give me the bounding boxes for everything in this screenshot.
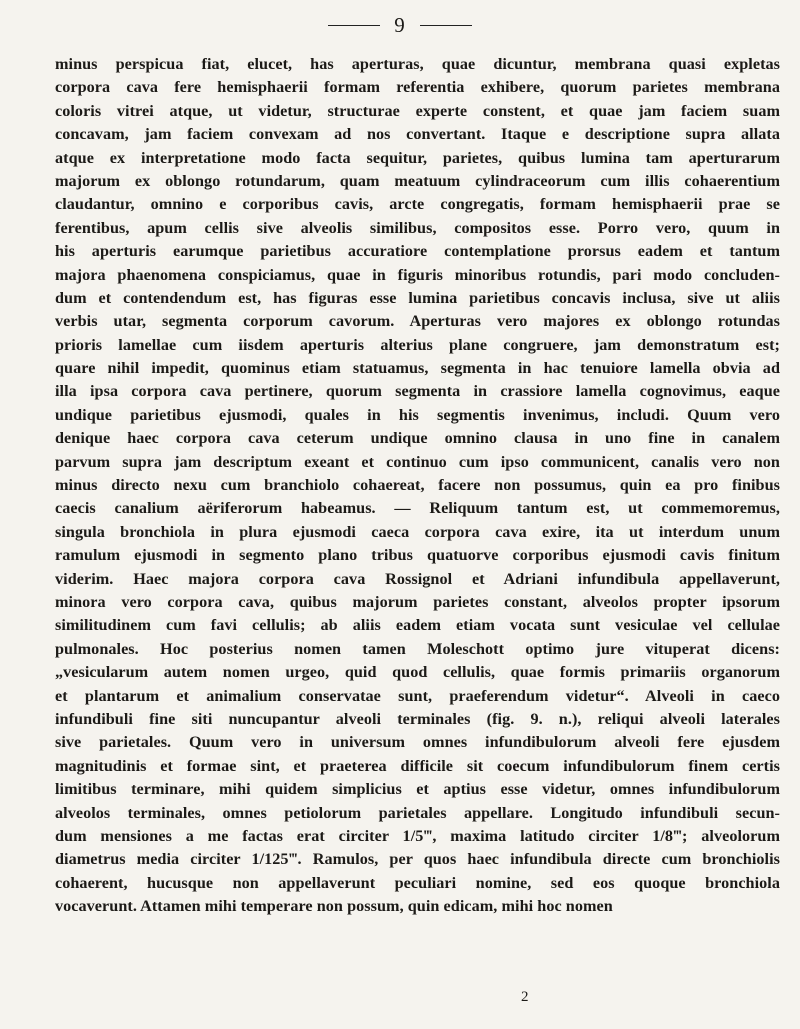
page-number: 9 bbox=[394, 12, 406, 37]
text-line: majora phaenomena conspiciamus, quae in figuris minoribus rotundis, pari modo concluden- bbox=[55, 265, 780, 284]
text-line: minus perspicua fiat, elucet, has aperturas, quae dicuntur, membrana quasi expletas bbox=[55, 55, 780, 73]
signature-mark: 2 bbox=[521, 989, 529, 1005]
text-line: viderim. Haec majora corpora cava Rossignol et Adriani infundibula appellaverunt, bbox=[55, 569, 780, 588]
text-line: similitudinem cum favi cellulis; ab aliis eadem etiam vocata sunt vesiculae vel cellulae bbox=[55, 616, 780, 635]
text-line: alveolos terminales, omnes petiolorum parietales appellare. Longitudo infundibuli secun- bbox=[55, 803, 780, 822]
text-line: quare nihil impedit, quominus etiam statuamus, segmenta in hac tenuiore lamella obvia ad bbox=[55, 359, 780, 378]
text-line: minora vero corpora cava, quibus majorum parietes constant, alveolos propter ipsorum bbox=[55, 592, 780, 611]
text-line: concavam, jam faciem convexam ad nos convertant. Itaque e descriptione supra allata bbox=[55, 125, 780, 144]
text-line: verbis utar, segmenta corporum cavorum. Aperturas vero majores ex oblongo rotundas bbox=[55, 312, 780, 331]
text-line: dum mensiones a me factas erat circiter 1/5‴, maxima latitudo circiter 1/8‴; alveolorum bbox=[55, 826, 780, 845]
text-line: „vesicularum autem nomen urgeo, quid quod cellulis, quae formis primariis organorum bbox=[55, 663, 780, 682]
text-line: prioris lamellae cum iisdem aperturis alterius plane congruere, jam demonstratum est; bbox=[55, 335, 780, 354]
text-line: caecis canalium aëriferorum habeamus. — Reliquum tantum est, ut commemoremus, bbox=[55, 499, 780, 518]
text-line: undique parietibus ejusmodi, quales in his segmentis invenimus, includi. Quum vero bbox=[55, 405, 780, 424]
text-line: diametrus media circiter 1/125‴. Ramulos, per quos haec infundibula directe cum bronchiolis bbox=[55, 850, 780, 869]
text-line: atque ex interpretatione modo facta sequitur, parietes, quibus lumina tam aperturarum bbox=[55, 148, 780, 167]
text-line: magnitudinis et formae sint, et praeterea difficile sit coecum infundibulorum finem certis bbox=[55, 756, 780, 775]
text-line: vocaverunt. Attamen mihi temperare non possum, quin edicam, mihi hoc nomen bbox=[55, 897, 613, 916]
body-text bbox=[55, 53, 780, 918]
text-line: dum et contendendum est, has figuras esse lumina parietibus concavis inclusa, sive ut aliis bbox=[55, 288, 780, 307]
header-rule-right bbox=[420, 25, 472, 26]
text-line: infundibuli fine siti nuncupantur alveoli terminales (fig. 9. n.), reliqui alveoli laterales bbox=[55, 709, 780, 728]
text-line: et plantarum et animalium conservatae sunt, praeferendum videtur“. Alveoli in caeco bbox=[55, 686, 780, 705]
text-line: majorum ex oblongo rotundarum, quam meatuum cylindraceorum cum illis cohaerentium bbox=[55, 171, 780, 190]
text-line: singula bronchiola in plura ejusmodi caeca corpora cava exire, ita ut interdum unum bbox=[55, 522, 780, 541]
text-line: sive parietales. Quum vero in universum omnes infundibulorum alveoli fere ejusdem bbox=[55, 733, 780, 752]
text-line: his aperturis earumque parietibus accuratiore contemplatione prorsus eadem et tantum bbox=[55, 242, 780, 261]
header-rule-left bbox=[328, 25, 380, 26]
text-line: denique haec corpora cava ceterum undique omnino clausa in uno fine in canalem bbox=[55, 429, 780, 448]
text-line: corpora cava fere hemisphaerii formam referentia exhibere, quorum parietes membrana bbox=[55, 78, 780, 97]
text-line: limitibus terminare, mihi quidem simplicius et aptius esse videtur, omnes infundibulorum bbox=[55, 780, 780, 799]
text-line: parvum supra jam descriptum exeant et continuo cum ipso communicent, canalis vero non bbox=[55, 452, 780, 471]
text-line: claudantur, omnino e corporibus cavis, arcte congregatis, formam hemisphaerii prae se bbox=[55, 195, 780, 214]
text-line: pulmonales. Hoc posterius nomen tamen Moleschott optimo jure vituperat dicens: bbox=[55, 639, 780, 658]
page-header bbox=[0, 10, 800, 40]
text-line: ferentibus, apum cellis sive alveolis similibus, compositos esse. Porro vero, quum in bbox=[55, 218, 780, 237]
text-line: illa ipsa corpora cava pertinere, quorum segmenta in crassiore lamella cognovimus, eaque bbox=[55, 382, 780, 401]
text-line: coloris vitrei atque, ut videtur, structurae experte constent, et quae jam faciem suam bbox=[55, 101, 780, 120]
text-line: cohaerent, hucusque non appellaverunt peculiari nomine, sed eos quoque bronchiola bbox=[55, 873, 780, 892]
text-line: minus directo nexu cum branchiolo cohaereat, facere non possumus, quin ea pro finibus bbox=[55, 476, 780, 495]
text-line: ramulum ejusmodi in segmento plano tribus quatuorve corporibus ejusmodi cavis finitum bbox=[55, 546, 780, 565]
